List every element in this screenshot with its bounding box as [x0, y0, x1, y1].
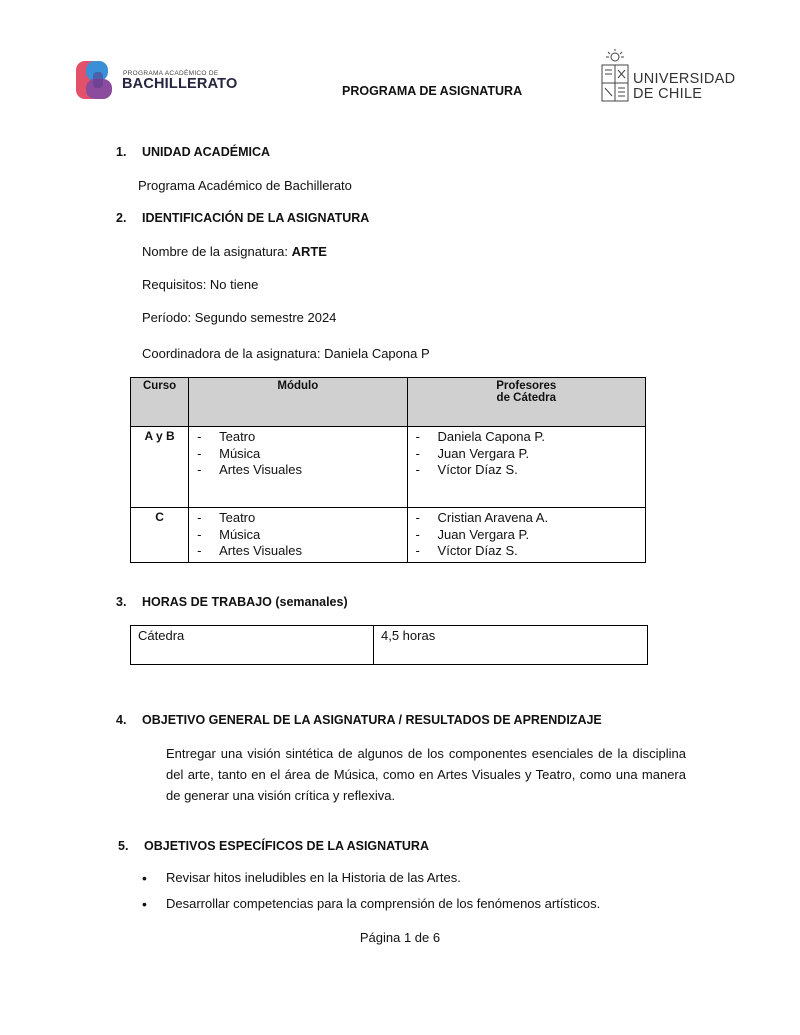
objetivos-especificos-list: [140, 868, 600, 920]
course-table: [130, 377, 646, 563]
header-modulo: Módulo: [189, 378, 407, 427]
table-row: [131, 626, 648, 665]
list-item: • Desarrollar competencias para la comprensión de los fenómenos artísticos.: [140, 894, 600, 920]
page-title: PROGRAMA DE ASIGNATURA: [342, 84, 523, 98]
requisitos: Requisitos: No tiene: [142, 277, 259, 292]
list-item: - Víctor Díaz S.: [414, 543, 639, 560]
hours-label-cell: Cátedra: [131, 626, 374, 665]
modulos-cell: [189, 508, 407, 563]
list-item: - Artes Visuales: [195, 462, 400, 479]
section-5-heading: 5. OBJETIVOS ESPECÍFICOS DE LA ASIGNATURA: [118, 839, 429, 853]
coordinadora: Coordinadora de la asignatura: Daniela Capona P: [142, 346, 430, 361]
curso-cell: A y B: [131, 427, 189, 508]
list-item: - Artes Visuales: [195, 543, 400, 560]
hours-table: [130, 625, 648, 665]
list-item: - Juan Vergara P.: [414, 446, 639, 463]
table-row: [131, 427, 646, 508]
section-4-heading: 4. OBJETIVO GENERAL DE LA ASIGNATURA / RESULTADOS DE APRENDIZAJE: [116, 713, 602, 727]
list-item: - Teatro: [195, 510, 400, 527]
header-curso: Curso: [131, 378, 189, 427]
list-item: • Revisar hitos ineludibles en la Historia de las Artes.: [140, 868, 600, 894]
bachillerato-logo-icon: [76, 60, 120, 100]
objetivo-general-text: Entregar una visión sintética de algunos de los componentes esenciales de la disciplina del arte, tanto en el área de Música, como en Artes Visuales y Teatro, como una manera de generar una visión crítica y reflexiva.: [166, 746, 686, 803]
list-item: - Daniela Capona P.: [414, 429, 639, 446]
list-item: - Cristian Aravena A.: [414, 510, 639, 527]
list-item: - Música: [195, 527, 400, 544]
section-1-heading: 1. UNIDAD ACADÉMICA: [116, 145, 271, 159]
section-3-heading: 3. HORAS DE TRABAJO (semanales): [116, 595, 348, 609]
universidad-de-chile-logo: [600, 48, 740, 104]
section-2-heading: 2. IDENTIFICACIÓN DE LA ASIGNATURA: [116, 211, 370, 225]
curso-cell: C: [131, 508, 189, 563]
profesores-cell: [407, 427, 645, 508]
table-header-row: [131, 378, 646, 427]
unidad-academica-text: Programa Académico de Bachillerato: [138, 178, 352, 193]
list-item: - Teatro: [195, 429, 400, 446]
logo-small-text: PROGRAMA ACADÉMICO DE: [123, 70, 219, 77]
list-item: - Juan Vergara P.: [414, 527, 639, 544]
bachillerato-logo: [76, 60, 246, 100]
modulos-cell: [189, 427, 407, 508]
page-number: Página 1 de 6: [359, 930, 441, 945]
profesores-cell: [407, 508, 645, 563]
list-item: - Música: [195, 446, 400, 463]
university-name: UNIVERSIDAD DE CHILE: [633, 71, 736, 102]
nombre-asignatura: Nombre de la asignatura: ARTE: [142, 244, 327, 259]
table-row: [131, 508, 646, 563]
periodo: Período: Segundo semestre 2024: [142, 310, 337, 325]
university-seal-icon: [600, 48, 630, 104]
list-item: - Víctor Díaz S.: [414, 462, 639, 479]
hours-value-cell: 4,5 horas: [374, 626, 648, 665]
logo-big-text: BACHILLERATO: [122, 76, 238, 92]
header-profesores: Profesores de Cátedra: [407, 378, 645, 427]
